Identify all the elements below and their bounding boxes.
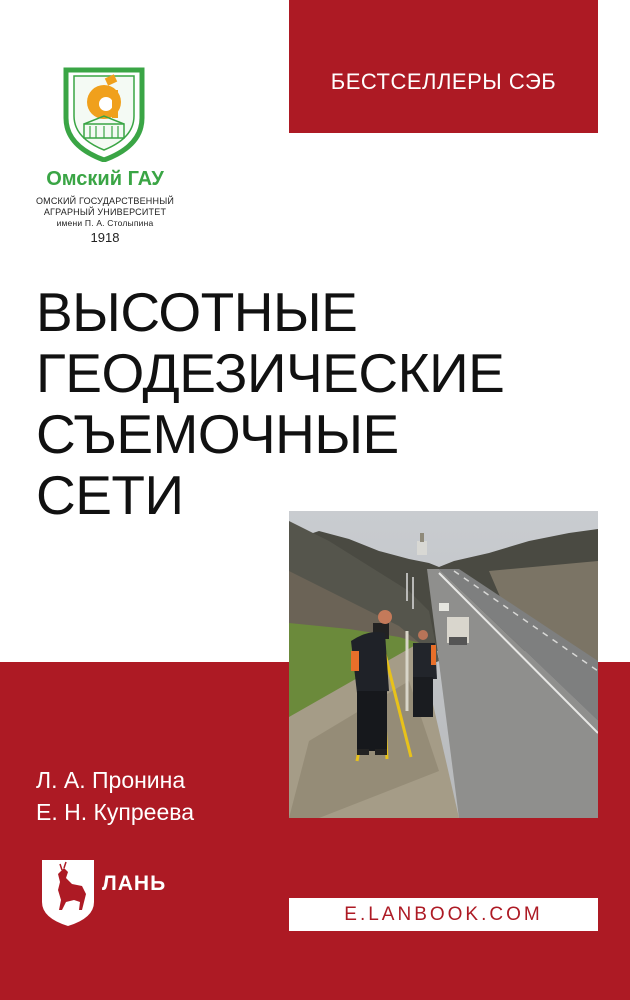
author-1: Л. А. Пронина (36, 767, 186, 793)
deer-icon (38, 858, 98, 928)
series-label: БЕСТСЕЛЛЕРЫ СЭБ (330, 68, 557, 94)
publisher-name: ЛАНЬ (102, 872, 167, 895)
book-title-line1: ВЫСОТНЫЕ (36, 281, 358, 343)
university-subtitle-line3: имени П. А. Столыпина (56, 218, 154, 228)
university-year: 1918 (90, 230, 120, 245)
book-title-line4: СЕТИ (36, 464, 184, 526)
road-survey-photo (289, 511, 598, 818)
university-subtitle-line2: АГРАРНЫЙ УНИВЕРСИТЕТ (43, 207, 167, 217)
publisher-logo (38, 858, 167, 928)
university-subtitle-line1: ОМСКИЙ ГОСУДАРСТВЕННЫЙ (35, 196, 175, 206)
website-link[interactable]: E.LANBOOK.COM (344, 903, 543, 925)
website-box (289, 898, 598, 931)
series-banner (289, 0, 598, 133)
university-name: Омский ГАУ (46, 168, 164, 190)
authors (36, 764, 194, 828)
cover-photo (289, 511, 598, 818)
shield-icon (62, 62, 146, 162)
university-logo (30, 62, 180, 252)
book-title-line2: ГЕОДЕЗИЧЕСКИЕ (36, 342, 505, 404)
author-2: Е. Н. Купреева (36, 799, 194, 825)
book-title-line3: СЪЕМОЧНЫЕ (36, 403, 399, 465)
book-title (36, 282, 596, 526)
